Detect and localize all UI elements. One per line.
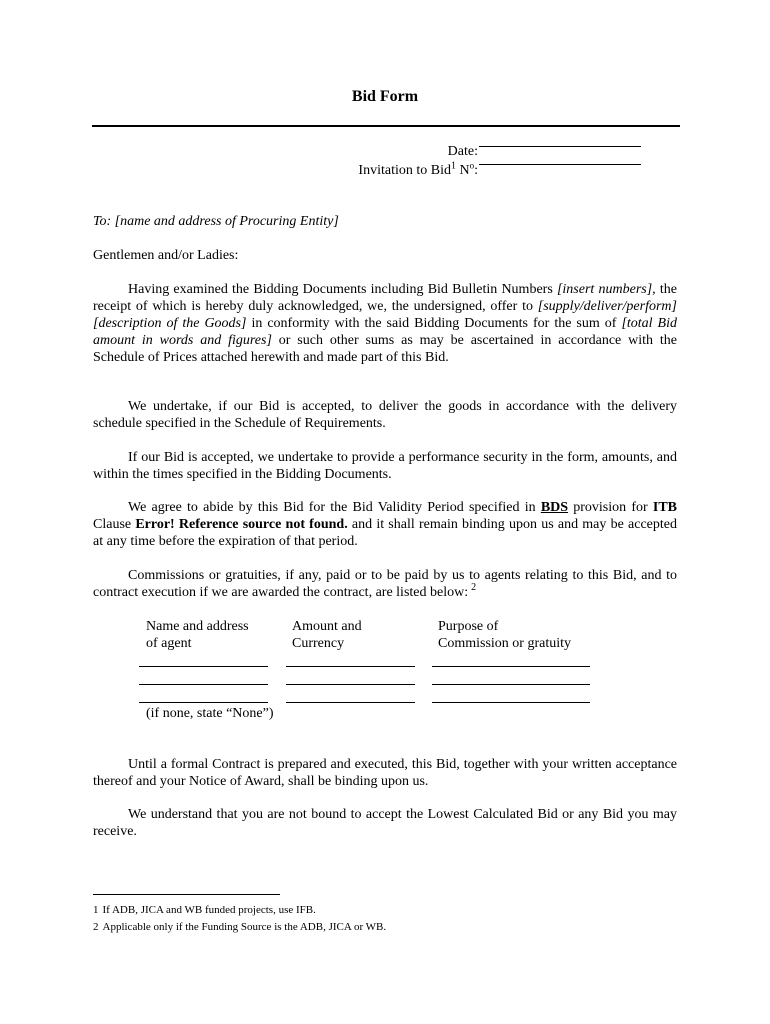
col-purpose-line-2: Commission or gratuity [438, 636, 571, 651]
title-rule [92, 125, 680, 127]
date-label: Date: [447, 144, 478, 159]
para1-text-2: the receipt of which is hereby duly acknowledged, we, the undersigned, offer to [93, 282, 677, 314]
agents-col-amount-header [292, 618, 362, 652]
para1-placeholder-amount: [total Bid amount in words and figures] [93, 316, 677, 348]
footnote-2-number: 2 [93, 921, 99, 933]
paragraph-not-bound: We understand that you are not bound to accept the Lowest Calculated Bid or any Bid you may receive. [93, 807, 677, 839]
footnote-2-text: Applicable only if the Funding Source is the ADB, JICA or WB. [102, 921, 387, 933]
para4-text-2: provision for [568, 500, 653, 515]
paragraph-binding: Until a formal Contract is prepared and executed, this Bid, together with your written acceptance thereof and your Notice of Award, shall be binding upon us. [93, 757, 677, 789]
agent-amount-field-1[interactable] [286, 666, 415, 667]
footnote-1-text: If ADB, JICA and WB funded projects, use IFB. [102, 904, 316, 916]
footnote-1 [93, 904, 316, 917]
agent-name-field-3[interactable] [139, 702, 268, 703]
col-name-line-2: of agent [146, 636, 192, 651]
itb-label: ITB [652, 500, 677, 515]
date-field[interactable] [479, 145, 641, 147]
footnote-1-number: 1 [93, 904, 99, 916]
agent-name-field-2[interactable] [139, 684, 268, 685]
para1-placeholder-goods: [supply/deliver/perform] [description of the Goods] [93, 299, 677, 331]
agent-purpose-field-1[interactable] [432, 666, 590, 667]
footnote-separator [93, 894, 280, 895]
invitation-number-field[interactable] [479, 163, 641, 165]
para4-text-3: Clause [93, 517, 136, 532]
agents-none-note: (if none, state “None”) [146, 706, 274, 721]
col-name-line-1: Name and address [146, 619, 249, 634]
para4-text-4: and it shall remain binding upon us and may be accepted at any time before the expiration of that period. [93, 517, 677, 549]
footnote-ref-1: 1 [450, 160, 456, 172]
invitation-no-o: o [469, 160, 475, 171]
col-purpose-line-1: Purpose of [438, 619, 499, 634]
agents-col-name-header [146, 618, 249, 652]
page-title: Bid Form [351, 88, 419, 105]
col-amount-line-2: Currency [292, 636, 345, 651]
invitation-no-text: N [455, 163, 470, 178]
paragraph-validity [93, 499, 677, 550]
invitation-label [358, 160, 478, 179]
to-line: To: [name and address of Procuring Entity] [93, 214, 339, 229]
paragraph-offer [93, 281, 677, 366]
invitation-label-text: Invitation to Bid [358, 163, 451, 178]
agents-col-purpose-header [438, 618, 571, 652]
para4-text-1: We agree to abide by this Bid for the Bid Validity Period specified in [128, 500, 541, 515]
reference-error: Error! Reference source not found. [135, 517, 348, 532]
para1-placeholder-numbers: [insert numbers], [556, 282, 656, 297]
paragraph-performance-security: If our Bid is accepted, we undertake to provide a performance security in the form, amounts, and within the times specified in the Bidding Documents. [93, 450, 677, 482]
para1-text-1: Having examined the Bidding Documents including Bid Bulletin Numbers [128, 282, 557, 297]
footnote-ref-2: 2 [471, 582, 477, 594]
para1-text-4: or such other sums as may be ascertained in accordance with the Schedule of Prices attached herewith and made part of this Bid. [93, 333, 677, 365]
invitation-colon: : [474, 163, 478, 178]
agent-amount-field-3[interactable] [286, 702, 415, 703]
agent-purpose-field-3[interactable] [432, 702, 590, 703]
salutation: Gentlemen and/or Ladies: [93, 248, 239, 263]
agent-amount-field-2[interactable] [286, 684, 415, 685]
para5-text: Commissions or gratuities, if any, paid or to be paid by us to agents relating to this Bid, and to contract execution if we are awarded the contract, are listed below: [93, 568, 677, 600]
paragraph-commissions [93, 567, 677, 601]
paragraph-delivery: We undertake, if our Bid is accepted, to deliver the goods in accordance with the delivery schedule specified in the Schedule of Requirements. [93, 399, 677, 431]
para1-text-3: in conformity with the said Bidding Documents for the sum of [246, 316, 622, 331]
bds-link[interactable]: BDS [540, 500, 569, 515]
agent-purpose-field-2[interactable] [432, 684, 590, 685]
agent-name-field-1[interactable] [139, 666, 268, 667]
col-amount-line-1: Amount and [292, 619, 362, 634]
footnote-2 [93, 921, 386, 934]
